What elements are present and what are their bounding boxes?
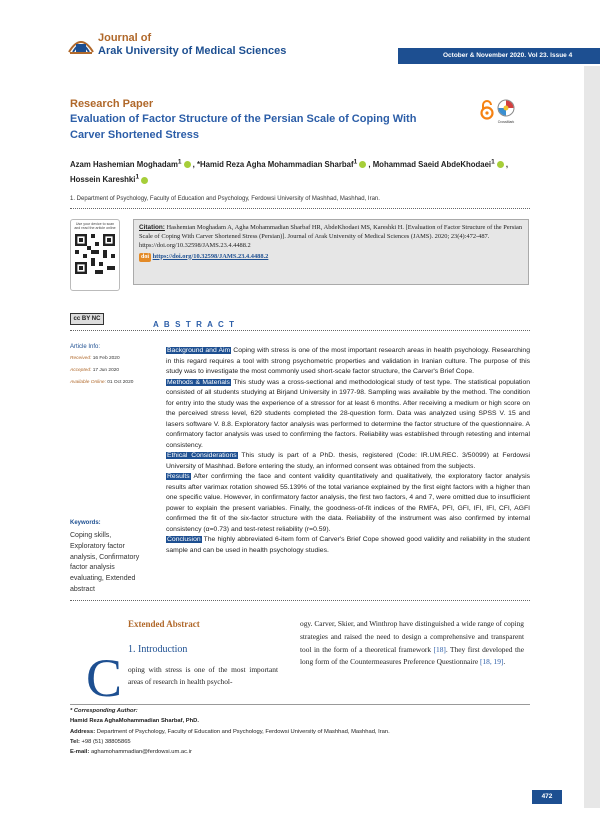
- abstract-section-label: Methods & Materials: [167, 378, 230, 386]
- author: Hossein Kareshki$^1$: [70, 175, 148, 184]
- journal-name-line2: Arak University of Medical Sciences: [98, 45, 287, 57]
- introduction-heading: 1. Introduction: [128, 644, 188, 655]
- corresponding-tel: Tel: +98 (51) 38805865: [70, 738, 131, 745]
- page-number: 472: [532, 790, 562, 804]
- divider: [70, 600, 530, 601]
- corresponding-author-title: * Corresponding Author:: [70, 708, 138, 714]
- orcid-icon[interactable]: [141, 177, 148, 184]
- keywords-list: Coping skills, Exploratory factor analysis, Confirmatory factor analysis evaluating, Extended abstract: [70, 532, 140, 593]
- citation-box: [133, 219, 529, 285]
- crossmark-label: CrossMark: [497, 120, 515, 124]
- doi-icon: doi: [139, 253, 151, 262]
- doi-link[interactable]: https://doi.org/10.32598/JAMS.23.4.4488.2: [152, 252, 269, 260]
- corresponding-author-name: Hamid Reza AghaMohammadian Sharbaf, PhD.: [70, 718, 199, 725]
- abstract-body: [166, 346, 530, 556]
- orcid-icon[interactable]: [184, 161, 191, 168]
- corresponding-author-block: [70, 706, 530, 757]
- abstract-section-text: The highly abbreviated 6-item form of Carver's Brief Cope showed good validity and reliability in the student sample and can be used in health psychology studies.: [166, 536, 530, 554]
- abstract-heading: A B S T R A C T: [153, 320, 236, 329]
- affiliation: 1. Department of Psychology, Faculty of Education and Psychology, Ferdowsi University of Mashhad, Mashhad, Iran.: [70, 196, 380, 202]
- author: Azam Hashemian Moghadam$^1$ ,: [70, 158, 198, 169]
- divider: [70, 330, 530, 331]
- date-received: Received: 16 Feb 2020: [70, 356, 120, 361]
- corresponding-address: Address: Department of Psychology, Faculty of Education and Psychology, Ferdowsi University of Mashhad, Mashhad, Iran.: [70, 728, 390, 735]
- abstract-section-text: This study was a cross-sectional and methodological study of test type. The statistical population consisted of all students studying at Birjand University in 1977-98. Sampling was available by the method. The condition for entry into the study was the experience of a stressor for at least 6 months. After receiving a medium or high score on the perceived stress level, 629 students completed the 28-question form. Data was analyzed using SPSS V. 15 and lasers software V. 8.8. Exploratory factor analysis was performed to determine the factor structure of the questionnaire. A confirmatory factor analysis was used to confirming the factors. Reliability was established through retesting and internal consistency.: [166, 378, 530, 449]
- extended-abstract-heading: Extended Abstract: [128, 619, 200, 629]
- citation-text: Hashemian Moghadam A, Agha Mohammadian Sharbaf HR, AbdeKhodaei MS, Kareshki H. [Evaluation of Factor Structure of the Persian Scale of Coping With Carver Shortened Stress (Persian)]. Journal of Arak University of Medical Sciences (JAMS). 2020; 23(4):472-487. https://doi.org/10.32598/JAMS.23.4.4488.2: [139, 224, 523, 250]
- abstract-section-label: Background and Aim: [167, 347, 231, 354]
- orcid-icon[interactable]: [497, 161, 504, 168]
- abstract-section-label: Results: [167, 473, 190, 480]
- abstract-section-label: Conclusion: [167, 536, 201, 543]
- abstract-section-label: Ethical Considerations: [167, 452, 237, 459]
- journal-name-line1: Journal of: [98, 32, 152, 44]
- citation-label: Citation:: [139, 224, 165, 231]
- abstract-section-text: Coping with stress is one of the most important research areas in health psychology. Researching in this regard requires a tool with strong psychometric properties and validation in Iranian culture. The purpose of this study was to investigate the most commonly used short-scale factor structure, the Carver's Brief Cope.: [166, 347, 530, 375]
- author: Mohammad Saeid AbdeKhodaei$^1$ ,: [372, 158, 509, 169]
- author: *Hamid Reza Agha Mohammadian Sharbaf$^1$ ,: [197, 158, 373, 169]
- crossmark-icon[interactable]: [497, 99, 515, 130]
- reference-link[interactable]: [18, 19]: [479, 657, 504, 667]
- qr-code-icon: [75, 234, 115, 274]
- date-available-online: Available Online: 01 Oct 2020: [70, 380, 134, 385]
- body-text-column-1: oping with stress is one of the most important areas of research in health psychol-: [128, 665, 278, 687]
- reference-link[interactable]: [18]: [433, 644, 446, 654]
- issue-banner: October & November 2020. Vol 23. Issue 4: [398, 48, 600, 64]
- journal-logo: [66, 30, 96, 58]
- abstract-section-text: This study is part of a PhD. thesis, registered (Code: IR.UM.REC. 3/50099) at Ferdowsi University of Mashhad. Before entering the study, an informed consent was obtained from the subjects.: [166, 452, 530, 470]
- article-title: Evaluation of Factor Structure of the Persian Scale of Coping With Carver Shortened Stress: [70, 113, 417, 141]
- qr-note: Use your device to scan and read the article online: [74, 222, 116, 231]
- paper-type: Research Paper: [70, 98, 154, 110]
- author-list: [70, 155, 510, 186]
- corresponding-email: E-mail: aghamohammadian@ferdowsi.um.ac.ir: [70, 749, 192, 756]
- keywords-label: Keywords:: [70, 520, 101, 526]
- qr-code-box[interactable]: [70, 219, 120, 291]
- date-accepted: Accepted: 17 Jun 2020: [70, 368, 120, 373]
- divider: [70, 704, 530, 705]
- side-decoration-bar: [584, 66, 600, 808]
- body-text-column-2: ogy. Carver, Skier, and Winthrop have distinguished a wide range of coping strategies and raised the need to design a comprehensive and transparent tool in the form of a theoretical framework [18]. They first developed the long form of the Countermeasures Preference Questionnaire [18, 19].: [300, 619, 524, 667]
- drop-cap: C: [86, 648, 123, 708]
- cc-license-badge[interactable]: cc BY NC: [70, 313, 104, 325]
- open-access-icon: [480, 100, 494, 125]
- abstract-section-text: After confirming the face and content validity quantitatively and qualitatively, the exploratory factor analysis results after varimax rotation showed 55.139% of the total variance explained by the first eight factors with a higher than one specific value. However, in confirmatory factor analysis, the first two factors, 4 and 7, were omitted due to insufficient power to explain the present variables. Finally, the goodness-of-fit indices of the RMFA, PFI, GFI, IFI, IFI, CFI, AGFI confirmed the fit of the six-factor structure with the data. Reliability of the instrument was also confirmed by internal consistency (α=0.73) and test-retest reliability (r=0.59).: [166, 473, 530, 533]
- divider: [70, 208, 530, 209]
- article-info-label: Article Info:: [70, 344, 101, 350]
